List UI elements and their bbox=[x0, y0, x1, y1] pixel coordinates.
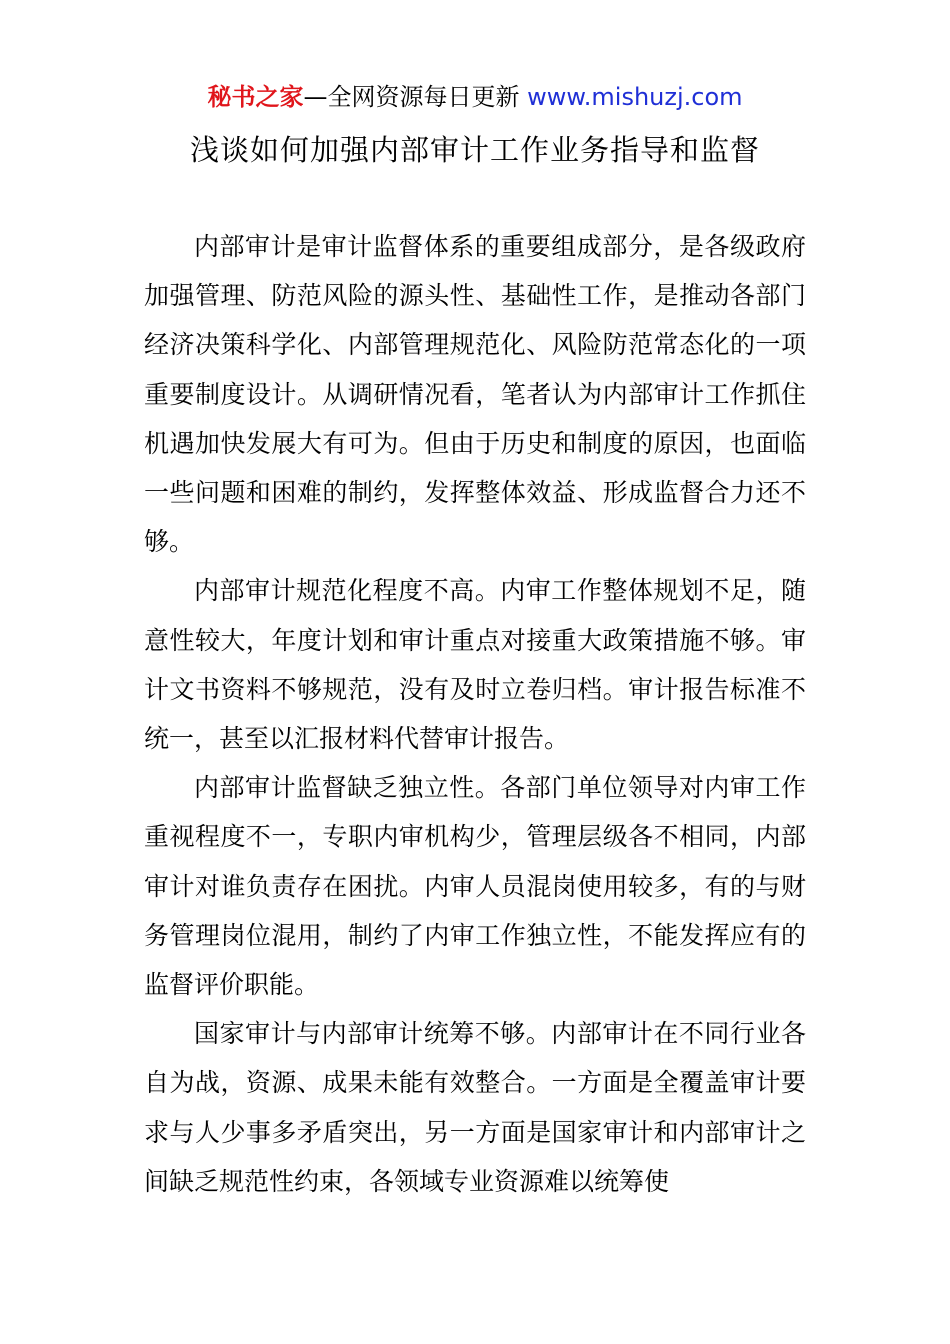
paragraph-intro: 内部审计是审计监督体系的重要组成部分，是各级政府加强管理、防范风险的源头性、基础性工作，是推动各部门经济决策科学化、内部管理规范化、风险防范常态化的一项重要制度设计。从调研情况看，笔者认为内部审计工作抓住机遇加快发展大有可为。但由于历史和制度的原因，也面临一些问题和困难的制约，发挥整体效益、形成监督合力还不够。 bbox=[144, 232, 806, 557]
site-url-link[interactable]: www.mishuzj.com bbox=[527, 83, 743, 111]
header-tagline: —全网资源每日更新 bbox=[303, 83, 520, 111]
site-header bbox=[0, 80, 950, 114]
paragraph-coordination: 国家审计与内部审计统筹不够。内部审计在不同行业各自为战，资源、成果未能有效整合。一方面是全覆盖审计要求与人少事多矛盾突出，另一方面是国家审计和内部审计之间缺乏规范性约束，各领域专业资源难以统筹使 bbox=[144, 1019, 806, 1196]
document-title: 浅谈如何加强内部审计工作业务指导和监督 bbox=[189, 133, 760, 167]
paragraph-standardization: 内部审计规范化程度不高。内审工作整体规划不足，随意性较大，年度计划和审计重点对接重大政策措施不够。审计文书资料不够规范，没有及时立卷归档。审计报告标准不统一，甚至以汇报材料代替审计报告。 bbox=[144, 576, 806, 754]
document-body bbox=[144, 222, 806, 1206]
paragraph-independence: 内部审计监督缺乏独立性。各部门单位领导对内审工作重视程度不一，专职内审机构少，管理层级各不相同，内部审计对谁负责存在困扰。内审人员混岗使用较多，有的与财务管理岗位混用，制约了内审工作独立性，不能发挥应有的监督评价职能。 bbox=[144, 773, 806, 1000]
brand-name: 秘书之家 bbox=[207, 83, 304, 111]
